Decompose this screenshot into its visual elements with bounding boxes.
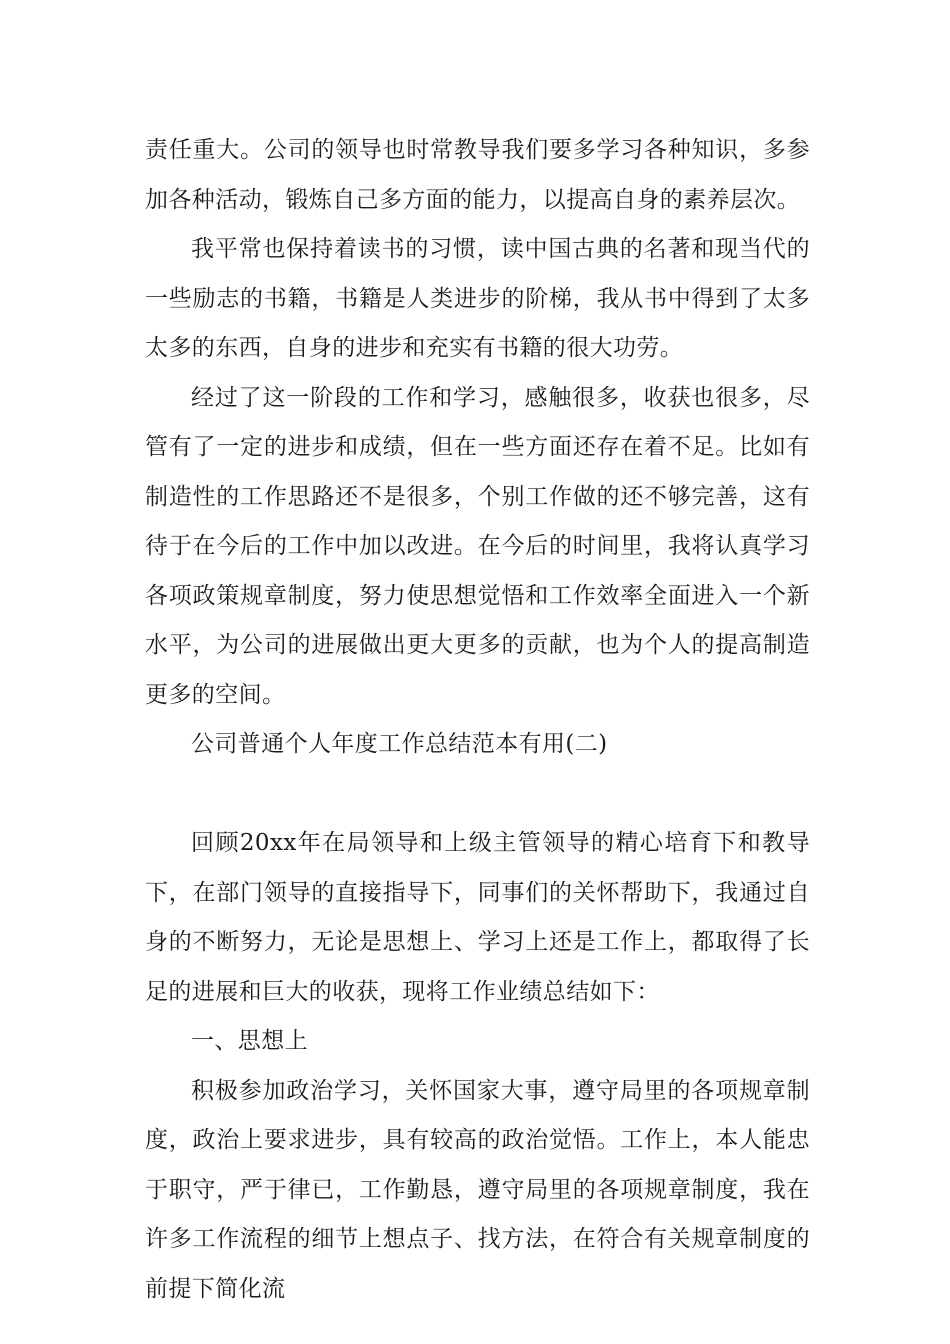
heading-ideology: 一、思想上	[191, 1028, 308, 1054]
paragraph-ideology: 积极参加政治学习，关怀国家大事，遵守局里的各项规章制度，政治上要求进步，具有较高的政治觉悟。工作上，本人能忠于职守，严于律已，工作勤恳，遵守局里的各项规章制度，我在许多工作流程的细节上想点子、找方法，在符合有关规章制度的前提下简化流	[145, 1077, 810, 1302]
blank-line	[145, 770, 810, 820]
document-body	[145, 126, 810, 1314]
paragraph-reflection: 经过了这一阶段的工作和学习，感触很多，收获也很多，尽管有了一定的进步和成绩，但在一些方面还存在着不足。比如有制造性的工作思路还不是很多，个别工作做的还不够完善，这有待于在今后的工作中加以改进。在今后的时间里，我将认真学习各项政策规章制度，努力使思想觉悟和工作效率全面进入一个新水平，为公司的进展做出更大更多的贡献，也为个人的提高制造更多的空间。	[145, 384, 810, 708]
paragraph-review: 回顾20xx年在局领导和上级主管领导的精心培育下和教导下，在部门领导的直接指导下，同事们的关怀帮助下，我通过自身的不断努力，无论是思想上、学习上还是工作上，都取得了长足的进展和巨大的收获，现将工作业绩总结如下：	[145, 830, 810, 1005]
section-title: 公司普通个人年度工作总结范本有用(二)	[191, 731, 608, 757]
paragraph-reading-habit: 我平常也保持着读书的习惯，读中国古典的名著和现当代的一些励志的书籍，书籍是人类进步的阶梯，我从书中得到了太多太多的东西，自身的进步和充实有书籍的很大功劳。	[145, 236, 810, 361]
paragraph-continuation: 责任重大。公司的领导也时常教导我们要多学习各种知识，多参加各种活动，锻炼自己多方面的能力，以提高自身的素养层次。	[145, 137, 810, 213]
